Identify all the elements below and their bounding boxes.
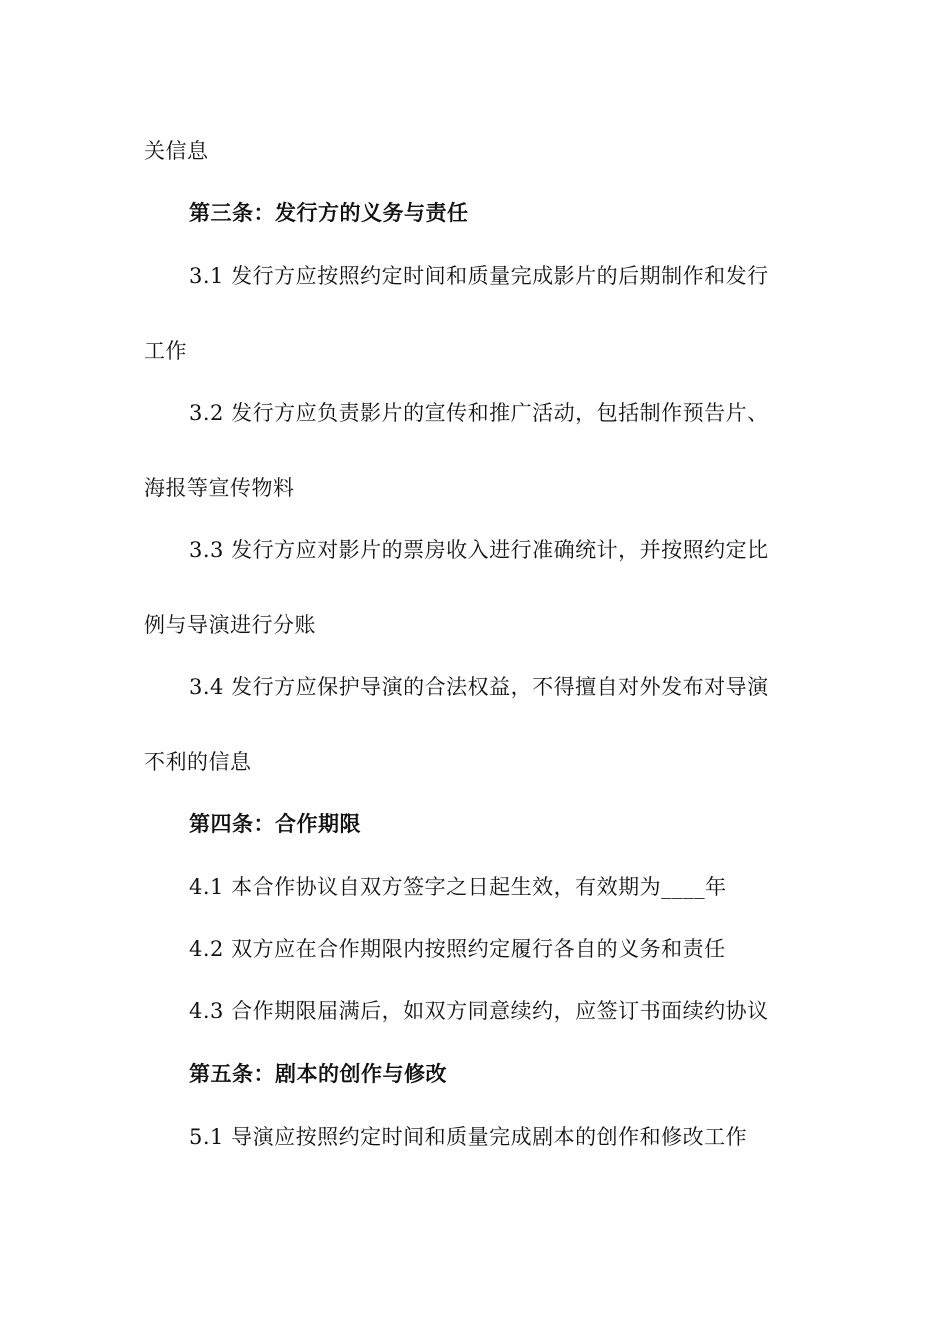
clause-3-2: 3.2 发行方应负责影片的宣传和推广活动，包括制作预告片、	[189, 401, 769, 425]
clause-3-1-continuation: 工作	[144, 339, 187, 363]
clause-4-1: 4.1 本合作协议自双方签字之日起生效，有效期为____年	[189, 875, 727, 899]
paragraph-continuation: 关信息	[144, 139, 209, 163]
clause-3-3-continuation: 例与导演进行分账	[144, 613, 316, 637]
clause-3-3: 3.3 发行方应对影片的票房收入进行准确统计，并按照约定比	[189, 538, 769, 562]
clause-5-1: 5.1 导演应按照约定时间和质量完成剧本的创作和修改工作	[189, 1125, 748, 1149]
clause-3-2-continuation: 海报等宣传物料	[144, 476, 295, 500]
clause-4-2: 4.2 双方应在合作期限内按照约定履行各自的义务和责任	[189, 937, 726, 961]
section-heading-4: 第四条：合作期限	[189, 811, 361, 836]
clause-3-4: 3.4 发行方应保护导演的合法权益，不得擅自对外发布对导演	[189, 675, 769, 699]
section-heading-3: 第三条：发行方的义务与责任	[189, 200, 469, 225]
clause-4-3: 4.3 合作期限届满后，如双方同意续约，应签订书面续约协议	[189, 999, 769, 1023]
clause-3-1: 3.1 发行方应按照约定时间和质量完成影片的后期制作和发行	[189, 264, 769, 288]
section-heading-5: 第五条：剧本的创作与修改	[189, 1061, 447, 1086]
clause-3-4-continuation: 不利的信息	[144, 750, 252, 774]
